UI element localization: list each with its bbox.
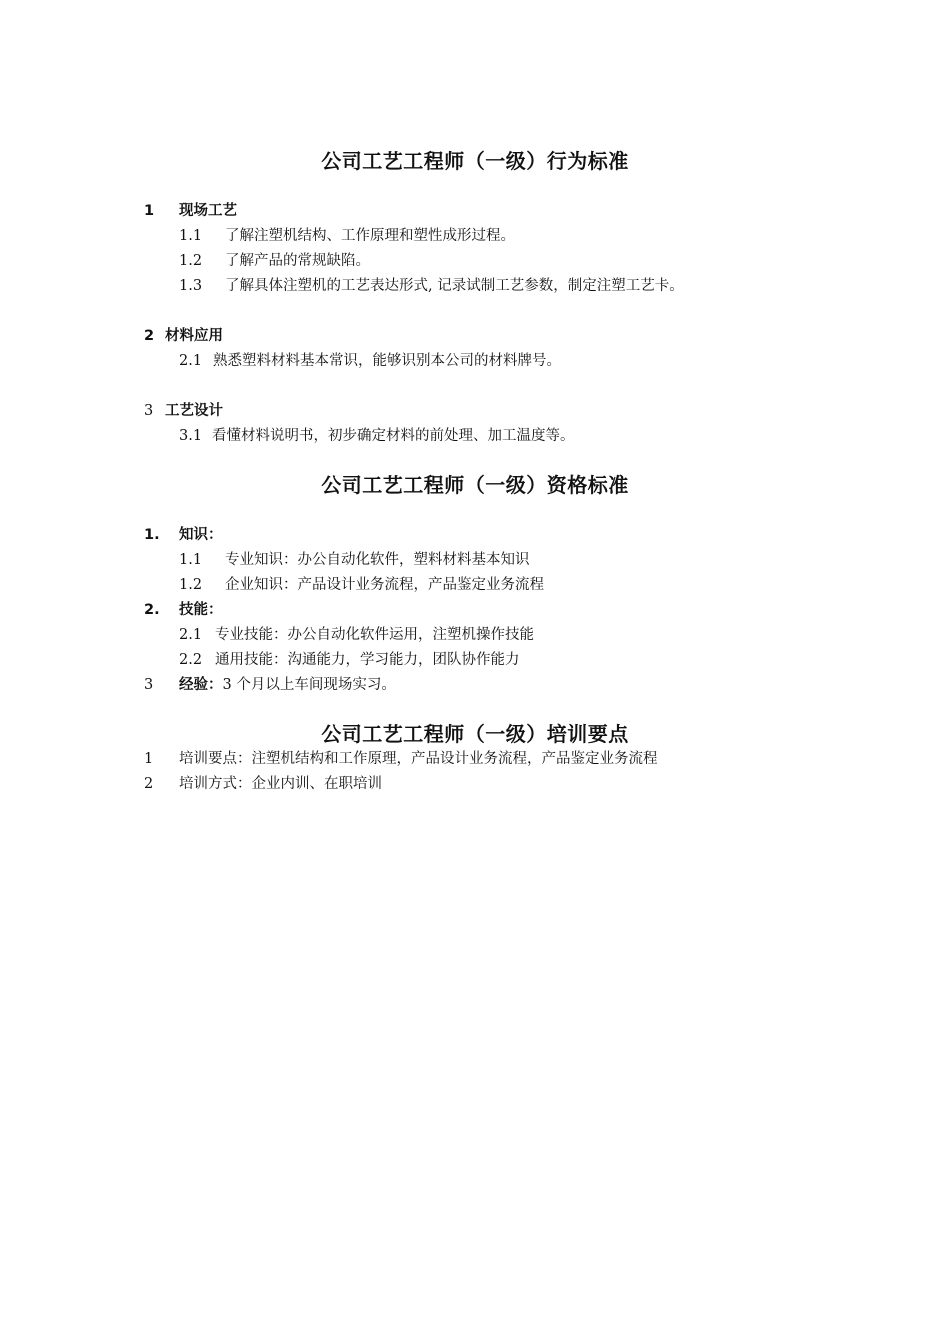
section-number: 1. (144, 527, 160, 543)
item-number: 2.2 (179, 652, 203, 668)
item-number: 1.2 (179, 577, 203, 593)
item-text: 通用技能：沟通能力，学习能力，团队协作能力 (215, 652, 520, 668)
item-text: 熟悉塑料材料基本常识，能够识别本公司的材料牌号。 (213, 353, 561, 369)
item-number: 2.1 (179, 353, 203, 369)
item-text: 了解产品的常规缺陷。 (225, 253, 370, 269)
experience-text: 3 个月以上车间现场实习。 (222, 677, 396, 693)
section-heading: 材料应用 (165, 328, 223, 344)
section-number: 1 (144, 203, 155, 219)
behavior-title: 公司工艺工程师（一级）行为标准 (321, 149, 629, 173)
section-number: 3 (144, 677, 154, 693)
section-number: 3 (144, 403, 154, 419)
item-number: 1.2 (179, 253, 203, 269)
item-number: 1 (144, 751, 154, 767)
item-text: 专业技能：办公自动化软件运用，注塑机操作技能 (215, 627, 534, 643)
section-heading: 工艺设计 (165, 403, 223, 419)
section-heading: 技能： (179, 602, 223, 618)
item-text: 培训方式：企业内训、在职培训 (179, 776, 382, 792)
item-text: 了解具体注塑机的工艺表达形式, 记录试制工艺参数，制定注塑工艺卡。 (225, 278, 684, 294)
item-text: 了解注塑机结构、工作原理和塑性成形过程。 (225, 228, 515, 244)
section-heading: 知识： (179, 527, 223, 543)
training-title: 公司工艺工程师（一级）培训要点 (321, 722, 629, 746)
section-heading: 现场工艺 (179, 203, 237, 219)
item-number: 1.3 (179, 278, 203, 294)
item-number: 3.1 (179, 428, 203, 444)
item-number: 2.1 (179, 627, 203, 643)
experience-line (179, 674, 396, 696)
item-number: 1.1 (179, 228, 203, 244)
section-heading: 经验： (179, 677, 223, 693)
item-text: 企业知识：产品设计业务流程，产品鉴定业务流程 (225, 577, 544, 593)
item-text: 培训要点：注塑机结构和工作原理，产品设计业务流程，产品鉴定业务流程 (179, 751, 658, 767)
item-text: 看懂材料说明书，初步确定材料的前处理、加工温度等。 (212, 428, 575, 444)
item-number: 1.1 (179, 552, 203, 568)
item-text: 专业知识：办公自动化软件，塑料材料基本知识 (225, 552, 530, 568)
section-number: 2 (144, 328, 155, 344)
qualification-title: 公司工艺工程师（一级）资格标准 (321, 473, 629, 497)
section-number: 2. (144, 602, 160, 618)
item-number: 2 (144, 776, 154, 792)
